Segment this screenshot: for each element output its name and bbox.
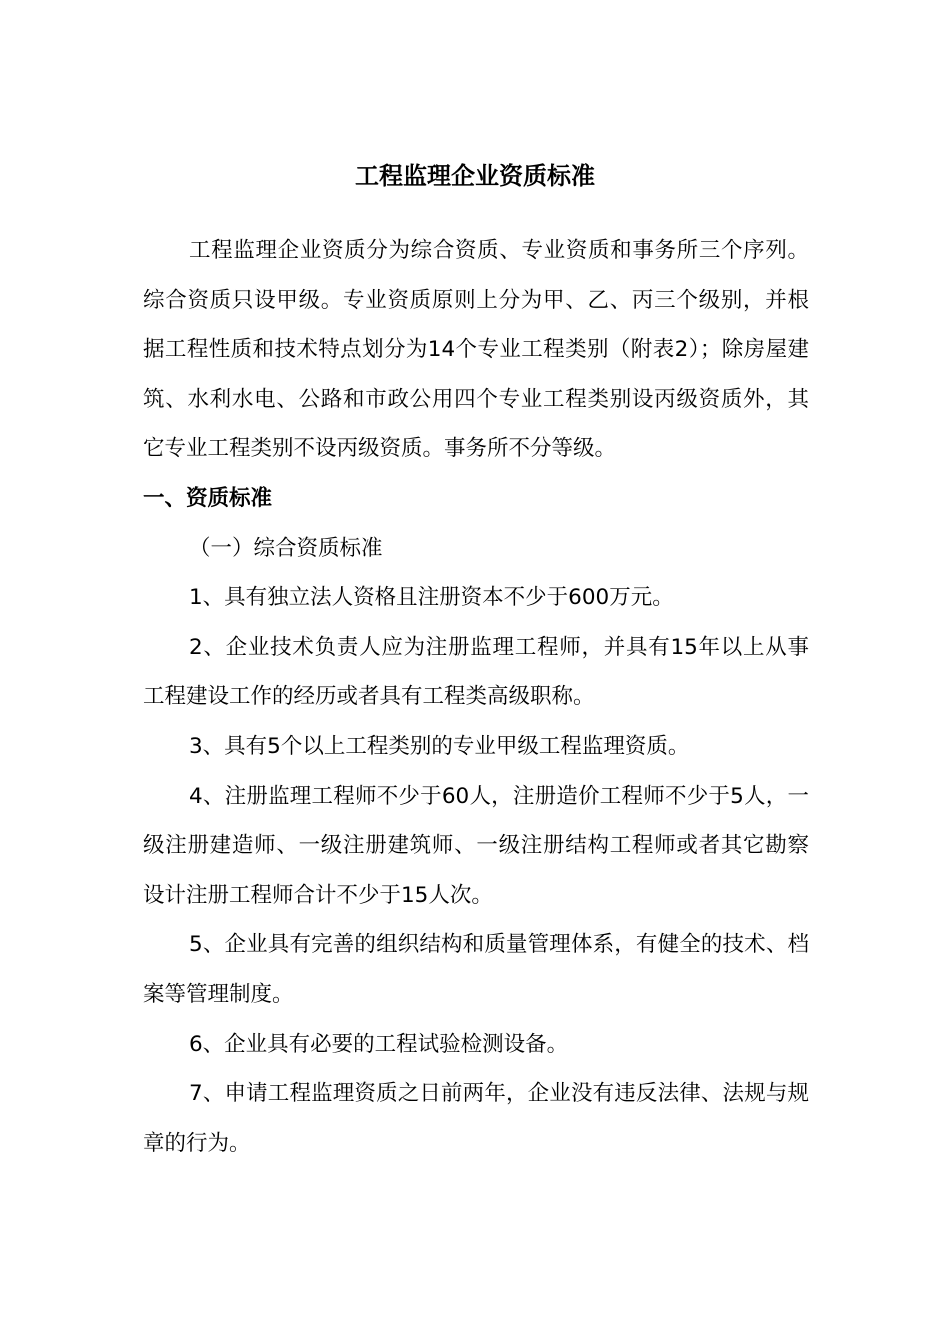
section-heading: 一、资质标准 [143,485,273,511]
subsection-heading: （一）综合资质标准 [189,535,383,561]
list-item: 4、注册监理工程师不少于60人，注册造价工程师不少于5人，一级注册建造师、一级注册建筑师、一级注册结构工程师或者其它勘察设计注册工程师合计不少于15人次。 [143,783,809,908]
list-item: 2、企业技术负责人应为注册监理工程师，并具有15年以上从事工程建设工作的经历或者具有工程类高级职称。 [143,634,809,710]
list-item: 1、具有独立法人资格且注册资本不少于600万元。 [189,585,674,611]
list-item: 5、企业具有完善的组织结构和质量管理体系，有健全的技术、档案等管理制度。 [143,932,809,1007]
document-title: 工程监理企业资质标准 [355,162,595,190]
document-body [143,226,809,1168]
list-item: 6、企业具有必要的工程试验检测设备。 [189,1031,569,1057]
list-item: 7、申请工程监理资质之日前两年，企业没有违反法律、法规与规章的行为。 [143,1081,809,1156]
list-item: 3、具有5个以上工程类别的专业甲级工程监理资质。 [189,733,690,759]
intro-paragraph: 工程监理企业资质分为综合资质、专业资质和事务所三个序列。综合资质只设甲级。专业资质原则上分为甲、乙、丙三个级别，并根据工程性质和技术特点划分为14个专业工程类别（附表2）；除房屋建筑、水利水电、公路和市政公用四个专业工程类别设丙级资质外，其它专业工程类别不设丙级资质。事务所不分等级。 [143,238,809,462]
